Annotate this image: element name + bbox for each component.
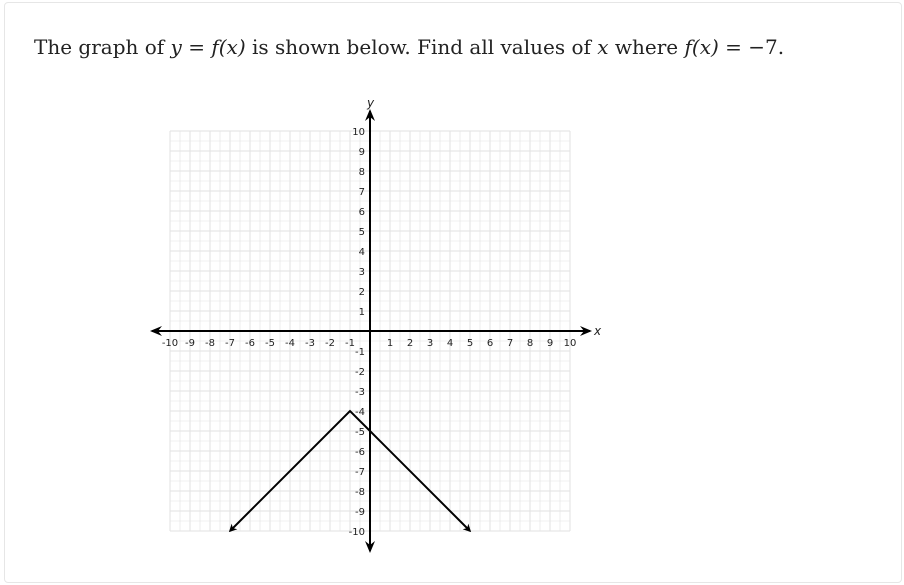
y-tick-label: 5 (358, 227, 365, 238)
y-tick-label: -7 (355, 467, 365, 478)
x-tick-label: -6 (245, 338, 255, 349)
math-y-variable: y (170, 35, 182, 59)
x-tick-label: -3 (305, 338, 315, 349)
question-intro: The graph of (34, 35, 165, 59)
x-tick-label: -5 (265, 338, 275, 349)
math-target-value: −7. (748, 35, 785, 59)
y-tick-label: -8 (355, 487, 365, 498)
x-tick-label: -10 (161, 338, 179, 349)
question-where: where (614, 35, 679, 59)
question-middle: is shown below. Find all values of (252, 35, 591, 59)
y-tick-label: -6 (355, 447, 365, 458)
math-function-2: f(x) (684, 35, 719, 59)
y-tick-label: -5 (355, 427, 365, 438)
x-tick-label: 4 (446, 338, 454, 349)
x-tick-label: -9 (185, 338, 195, 349)
y-tick-label: 6 (358, 207, 365, 218)
y-tick-label: -10 (348, 527, 365, 538)
math-x-variable: x (597, 35, 609, 59)
y-tick-label: 8 (358, 167, 365, 178)
y-tick-label: 9 (358, 147, 365, 158)
x-tick-label: 5 (466, 338, 474, 349)
y-tick-label: 2 (358, 287, 365, 298)
math-equals-2: = (725, 35, 742, 59)
y-tick-label: 1 (358, 307, 365, 318)
x-tick-label: 9 (546, 338, 554, 349)
x-tick-label: -7 (225, 338, 235, 349)
y-tick-label: -1 (355, 347, 365, 358)
y-tick-label: 4 (358, 247, 365, 258)
y-tick-label: 10 (352, 127, 365, 138)
x-tick-label: 3 (426, 338, 434, 349)
x-tick-label: 1 (386, 338, 394, 349)
x-tick-label: -1 (345, 338, 355, 349)
y-tick-label: 3 (358, 267, 365, 278)
y-tick-label: 7 (358, 187, 365, 198)
axes (152, 111, 590, 551)
y-tick-label: -9 (355, 507, 365, 518)
x-tick-label: 10 (563, 338, 577, 349)
x-tick-label: -4 (285, 338, 295, 349)
y-tick-label: -3 (355, 387, 365, 398)
x-tick-label: 6 (486, 338, 494, 349)
x-tick-label: 2 (406, 338, 414, 349)
y-tick-label: -4 (355, 407, 365, 418)
x-tick-label: 8 (526, 338, 534, 349)
x-tick-label: -2 (325, 338, 335, 349)
y-axis-label: y (367, 96, 375, 110)
x-axis-label: x (594, 324, 602, 338)
math-function: f(x) (211, 35, 246, 59)
math-equals: = (188, 35, 205, 59)
x-tick-label: 7 (506, 338, 514, 349)
x-tick-label: -8 (205, 338, 215, 349)
y-tick-label: -2 (355, 367, 365, 378)
